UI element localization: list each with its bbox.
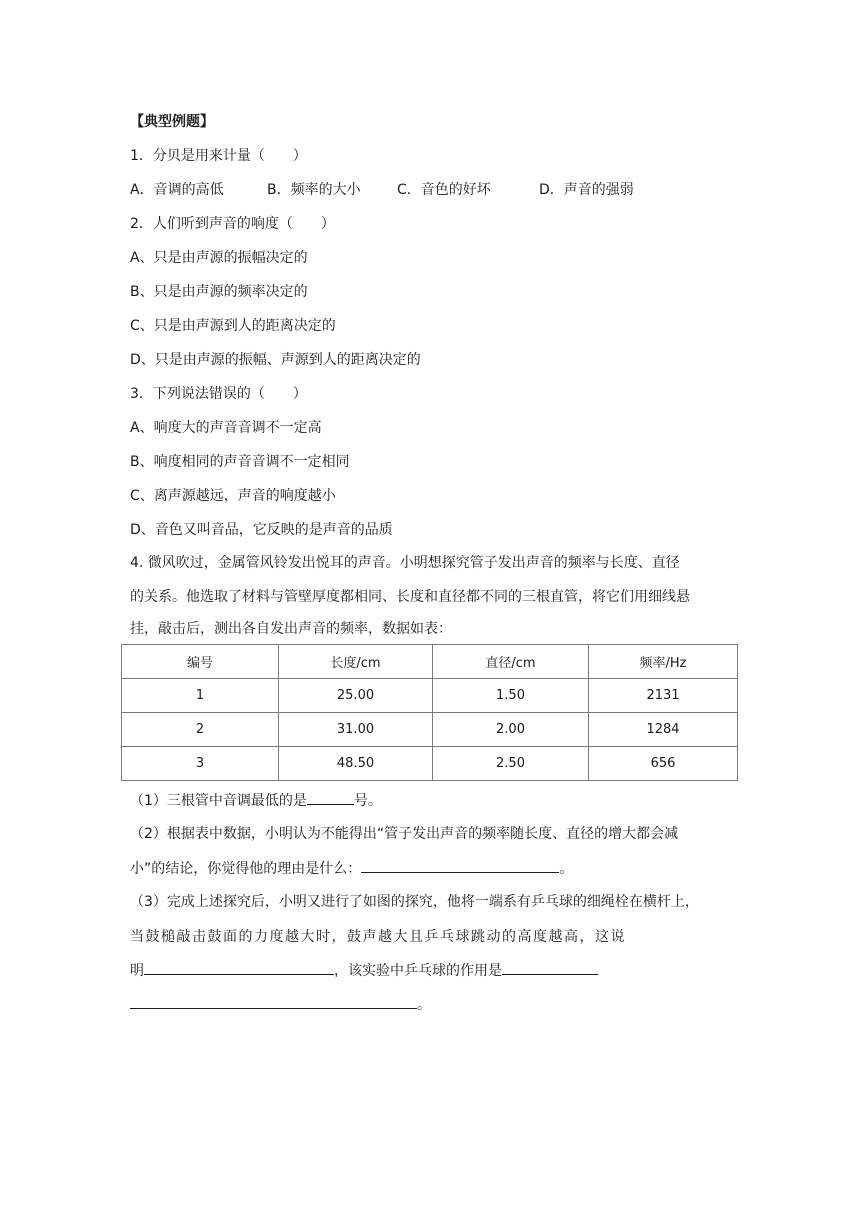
- question-1-options: [130, 180, 634, 200]
- section-heading: 【典型例题】: [130, 114, 214, 130]
- answer-blank-4[interactable]: [502, 960, 598, 975]
- table-cell: 48.50: [279, 747, 433, 781]
- sub-question-3-suffix: 。: [417, 997, 431, 1013]
- sub-question-3-line-2: 当鼓槌敲击鼓面的力度越大时，鼓声越大且乒乓球跳动的高度越高，这说: [130, 929, 626, 945]
- q2-option-c: C、只是由声源到人的距离决定的: [130, 318, 336, 334]
- question-1-stem: 1．分贝是用来计量（ ）: [130, 148, 307, 164]
- sub-question-3-text: ，该实验中乒乓球的作用是: [334, 963, 502, 979]
- q2-option-a: A、只是由声源的振幅决定的: [130, 250, 308, 266]
- table-row: [122, 713, 738, 747]
- sub-question-1: [130, 790, 382, 811]
- table-cell: 3: [122, 747, 279, 781]
- question-4-stem-line-3: 挂，敲击后，测出各自发出声音的频率，数据如表：: [130, 621, 452, 637]
- answer-blank-4-continued[interactable]: [130, 994, 417, 1009]
- table-cell: 656: [589, 747, 738, 781]
- question-3-stem: 3．下列说法错误的（ ）: [130, 386, 307, 402]
- table-header-cell: 频率/Hz: [589, 645, 738, 679]
- table-cell: 2.00: [433, 713, 589, 747]
- sub-question-2-text: 小”的结论，你觉得他的理由是什么：: [130, 861, 362, 877]
- answer-blank-3[interactable]: [144, 960, 334, 975]
- q1-option-a: A．音调的高低: [130, 182, 224, 198]
- table-header-row: [122, 645, 738, 679]
- table-cell: 31.00: [279, 713, 433, 747]
- table-cell: 1284: [589, 713, 738, 747]
- table-cell: 2.50: [433, 747, 589, 781]
- table-header-cell: 编号: [122, 645, 279, 679]
- sub-question-3-line-4: [130, 994, 431, 1015]
- sub-question-2-suffix: 。: [559, 861, 574, 877]
- q3-option-d: D、音色又叫音品，它反映的是声音的品质: [130, 522, 393, 538]
- table-row: [122, 679, 738, 713]
- sub-question-1-text: （1）三根管中音调最低的是: [130, 793, 307, 809]
- table-cell: 1: [122, 679, 279, 713]
- question-2-stem: 2．人们听到声音的响度（ ）: [130, 216, 335, 232]
- answer-blank-2[interactable]: [361, 858, 559, 873]
- q3-option-c: C、离声源越远，声音的响度越小: [130, 488, 336, 504]
- table-header-cell: 长度/cm: [279, 645, 433, 679]
- table-cell: 1.50: [433, 679, 589, 713]
- q1-option-d: D．声音的强弱: [539, 182, 634, 198]
- sub-question-3-line-1: （3）完成上述探究后，小明又进行了如图的探究，他将一端系有乒乓球的细绳栓在横杆上，: [130, 894, 699, 910]
- sub-question-3-prefix: 明: [130, 963, 144, 979]
- sub-question-2-line-2: [130, 858, 573, 879]
- sub-question-2-line-1: （2）根据表中数据，小明认为不能得出“管子发出声音的频率随长度、直径的增大都会减: [130, 826, 679, 842]
- q3-option-a: A、响度大的声音音调不一定高: [130, 420, 322, 436]
- answer-blank-1[interactable]: [307, 790, 354, 805]
- question-4-stem-line-1: 4. 微风吹过，金属管风铃发出悦耳的声音。小明想探究管子发出声音的频率与长度、直径: [130, 555, 680, 571]
- table-header-cell: 直径/cm: [433, 645, 589, 679]
- table-cell: 2131: [589, 679, 738, 713]
- table-cell: 2: [122, 713, 279, 747]
- question-4-stem-line-2: 的关系。他选取了材料与管壁厚度都相同、长度和直径都不同的三根直管，将它们用细线悬: [130, 589, 690, 605]
- sub-question-1-suffix: 号。: [353, 793, 382, 809]
- q1-option-b: B．频率的大小: [267, 182, 361, 198]
- sub-question-3-line-3: [130, 960, 598, 981]
- q3-option-b: B、响度相同的声音音调不一定相同: [130, 454, 350, 470]
- q2-option-d: D、只是由声源的振幅、声源到人的距离决定的: [130, 352, 421, 368]
- frequency-data-table: [121, 644, 738, 781]
- q2-option-b: B、只是由声源的频率决定的: [130, 284, 308, 300]
- table-row: [122, 747, 738, 781]
- table-cell: 25.00: [279, 679, 433, 713]
- q1-option-c: C．音色的好坏: [397, 182, 491, 198]
